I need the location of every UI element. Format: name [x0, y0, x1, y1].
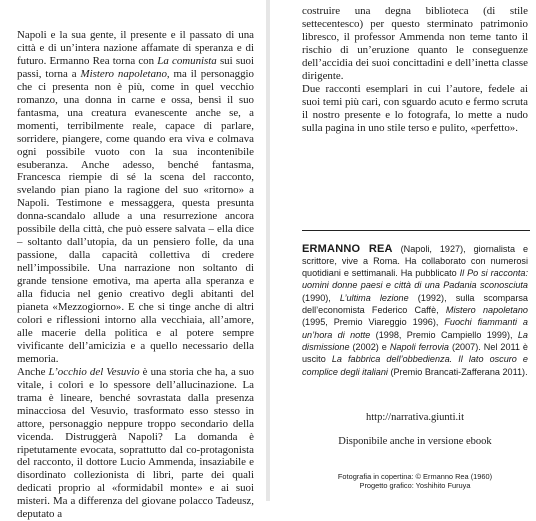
title-italic: Mistero napoletano — [445, 305, 528, 316]
title-italic: La dismissione — [302, 329, 528, 352]
title-italic: L’ultima lezione — [339, 292, 409, 303]
section-rule — [302, 230, 530, 231]
title-italic: Il Po si racconta: uomini donne paesi e città di una Padania sconosciuta — [302, 268, 528, 291]
text-run: , ma il personaggio che ci presenta non è più, come in quel vecchio romanzo, una donna in carne e ossa, bensì il suo fantasma, una creatura evanescente anche se, a momenti, terribilmente reale, capace di parlare, sorridere, piangere, come quando era viva e colmava ogni possibile vuoto con la sua incontenibile esuberanza. Anche adesso, benché fantasma, Francesca riempie di sé la scena del racconto, svelando pian piano la ragione del suo «ritorno» a Napoli. Testimone e messaggera, questa presunta donna-scandalo allude a una resurrezione ancora possibile della città, che può essere salvata – ella dice – soltanto dall’utopia, da un pensiero folle, da una passione, dalla capacità collettiva di credere nell’impossibile. Una narrazione non soltanto di grande tensione emotiva, ma aperta alla speranza e alla fiducia nel genio creativo degli abitanti del pianeta «Mezzogiorno». E che si tinge anche di altri colori e riflessioni intorno alla vecchiaia, all’amore, alle macerie della politica e al potere sempre vivificante dell’amicizia e a quello necessario della memoria. — [17, 67, 254, 365]
text-run: (1992), sulla scomparsa dell’economista Federico Caffè, — [302, 292, 528, 316]
title-italic: Mistero napoletano — [80, 67, 167, 80]
title-italic: Napoli ferrovia — [389, 341, 449, 352]
text-run: (2007). Nel 2011 è uscito — [302, 341, 528, 365]
text-run: è una storia che ha, a suo vitale, i colori e lo spessore dell’allucinazione. La trama è lineare, benché sovrastata dalla presenza minacciosa del Vesuvio, trasformato esso stesso in attore, personaggio neppure troppo secondario della vicenda. Distruggerà Napoli? La domanda è ripetutamente evocata, soprattutto dal co-protagonista del racconto, il dottore Lucio Ammenda, insaziabile e disordinato collezionista di libri, parte dei quali dedicati proprio al «formidabil monte» e ai suoi misteri. Ma a differenza del giovane polacco Tadeusz, deputato a — [17, 365, 255, 521]
left-paragraph-1 — [17, 29, 254, 366]
title-italic: L’occhio del Vesuvio — [48, 365, 140, 378]
text-run: Anche — [17, 365, 49, 378]
title-italic: Fuochi fiammanti a un’hora di notte — [302, 317, 528, 340]
title-italic: La comunista — [157, 54, 217, 67]
design-credit: Progetto grafico: Yoshihito Furuya — [359, 481, 471, 491]
text-run: (Premio Brancati-Zafferana 2011). — [387, 366, 528, 377]
left-paragraph-2 — [17, 366, 254, 521]
flap-divider — [266, 0, 270, 501]
text-run: Napoli e la sua gente, il presente e il passato di una città e di un’intera nazione affamate di speranza e di futuro. Ermanno Rea torna con — [17, 29, 254, 67]
left-blurb — [17, 29, 254, 521]
right-paragraph-1 — [302, 5, 528, 83]
publisher-url[interactable]: http://narrativa.giunti.it — [366, 411, 464, 423]
text-run: (1998, Premio Campiello 1999), — [370, 329, 518, 340]
right-blurb — [302, 5, 528, 135]
title-italic: La fabbrica dell’obbedienza. Il lato oscuro e complice degli italiani — [302, 354, 528, 377]
credits — [302, 472, 528, 491]
text-run: (1995, Premio Viareggio 1996), — [302, 317, 445, 328]
text-run: costruire una degna biblioteca (di stile settecentesco) per questo sterminato patrimonio libresco, il professor Ammenda non teme tanto il rischio di un’eruzione quanto le conseguenze dell’accidia dei suoi concittadini e dell’inetta classe dirigente. — [302, 5, 528, 82]
author-name: ERMANNO REA — [302, 242, 393, 255]
text-run: (2002) e — [349, 341, 390, 352]
text-run: (1990), — [302, 292, 340, 303]
ebook-note: Disponibile anche in versione ebook — [338, 435, 492, 447]
text-run: sui suoi passi, torna a — [17, 54, 255, 80]
right-flap — [272, 0, 536, 501]
author-bio-text — [302, 244, 528, 377]
text-run: (Napoli, 1927), giornalista e scrittore, vive a Roma. Ha collaborato con numerosi quotidiani e settimanali. Ha pubblicato — [302, 243, 528, 279]
right-paragraph-2 — [302, 83, 528, 135]
text-run: Due racconti esemplari in cui l’autore, fedele ai suoi temi più cari, con sguardo acuto e fermo scruta il nostro presente e lo fotografa, lo mette a nudo sulla pagina in uno stile terso e pulito, «perfetto». — [302, 82, 528, 134]
author-bio — [302, 243, 528, 378]
photo-credit: Fotografia in copertina: © Ermanno Rea (1960) — [337, 471, 493, 481]
left-flap — [0, 0, 264, 521]
